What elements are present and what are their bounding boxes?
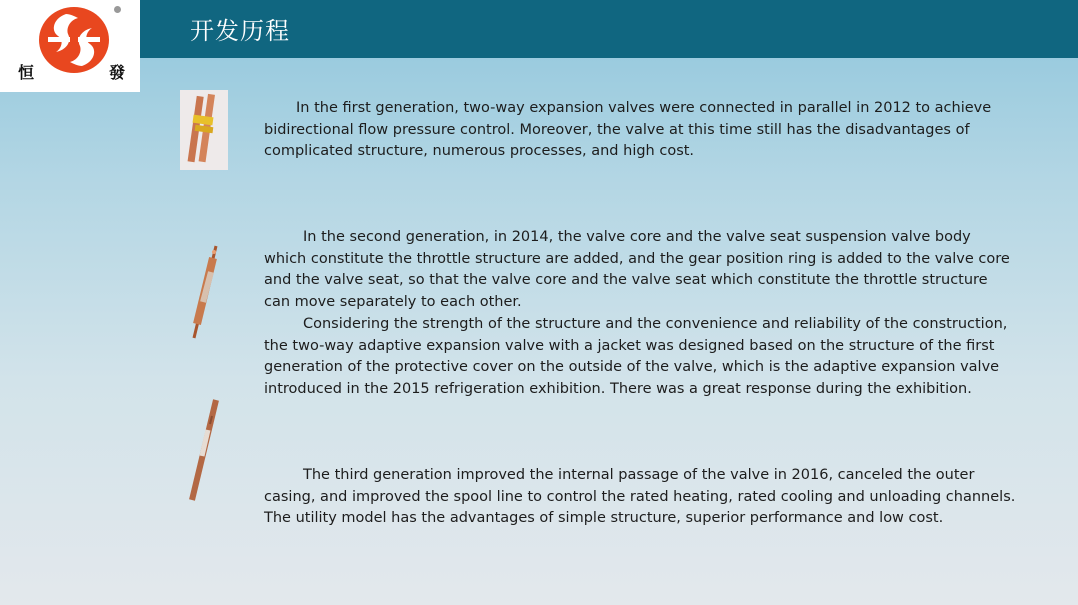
paragraph-text: The third generation improved the internal passage of the valve in 2016, canceled the outer casing, and improved the spool line to control the rated heating, rated cooling and unloading channels. The utility model has the advantages of simple structure, superior performance and low cost. [264, 467, 1016, 527]
second-generation-valve-photo [186, 242, 226, 342]
logo-emblem-icon [36, 4, 112, 76]
paragraph-text: Considering the strength of the structure and the convenience and reliability of the construction, the two-way adaptive expansion valve with a jacket was designed based on the structure of the first generation of the protective cover on the outside of the valve, which is the adaptive expansion valve introduced in the 2015 refrigeration exhibition. There was a great response during the exhibition. [264, 315, 1008, 397]
logo-char-right: 發 [109, 63, 126, 82]
first-generation-description [264, 98, 1016, 163]
paragraph-text: In the second generation, in 2014, the valve core and the valve seat suspension valve body which constitute the throttle structure are added, and the gear position ring is added to the valve core and the valve seat, so that the valve core and the valve seat which constitute the throttle structure can move separately to each other. [264, 229, 1010, 311]
second-generation-description [264, 227, 1016, 401]
first-generation-valve-photo [180, 90, 228, 170]
third-generation-valve-photo [184, 396, 224, 504]
third-generation-description [264, 465, 1016, 530]
page-title: 开发历程 [190, 17, 290, 45]
paragraph-text: In the first generation, two-way expansion valves were connected in parallel in 2012 to achieve bidirectional flow pressure control. Moreover, the valve at this time still has the disadvantages of complicated structure, numerous processes, and high cost. [264, 100, 992, 160]
registered-mark-icon [114, 6, 121, 13]
header-bar [0, 0, 1078, 58]
logo-char-left: 恒 [18, 63, 35, 82]
company-logo [0, 0, 140, 92]
